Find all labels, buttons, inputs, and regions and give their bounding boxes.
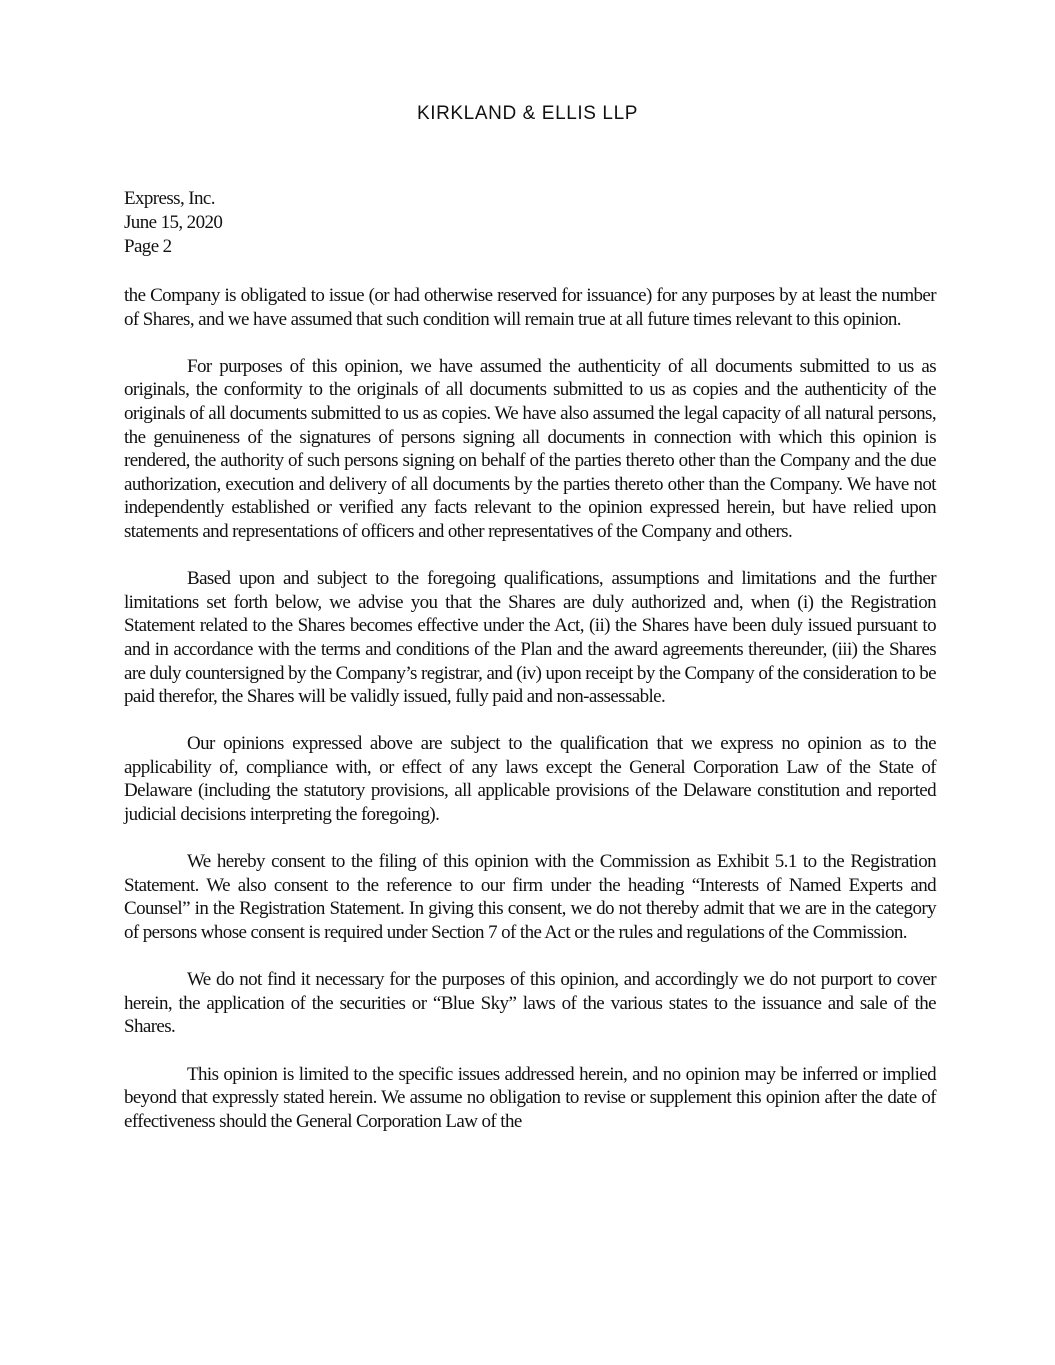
letter-date: June 15, 2020 <box>124 212 223 233</box>
letter-header <box>124 187 222 259</box>
paragraph-assumptions: For purposes of this opinion, we have assumed the authenticity of all documents submitted to us as originals, the conformity to the originals of all documents submitted to us as copies and the authenticity of the originals of all documents submitted to us as copies. We have also assumed the legal capacity of all natural persons, the genuineness of the signatures of persons signing all documents in connection with which this opinion is rendered, the authority of such persons signing on behalf of the parties thereto other than the Company and the due authorization, execution and delivery of all documents by the parties thereto other than the Company. We have not independently established or verified any facts relevant to the opinion expressed herein, but have relied upon statements and representations of officers and other representatives of the Company and others. <box>124 355 936 542</box>
paragraph-opinion: Based upon and subject to the foregoing qualifications, assumptions and limitations and the further limitations set forth below, we advise you that the Shares are duly authorized and, when (i) the Registration Statement related to the Shares becomes effective under the Act, (ii) the Shares have been duly issued pursuant to and in accordance with the terms and conditions of the Plan and the award agreements thereunder, (iii) the Shares are duly countersigned by the Company’s registrar, and (iv) upon receipt by the Company of the consideration to be paid therefor, the Shares will be validly issued, fully paid and non-assessable. <box>124 568 936 708</box>
paragraph-blue-sky: We do not find it necessary for the purposes of this opinion, and accordingly we do not purport to cover herein, the application of the securities or “Blue Sky” laws of the various states to the issuance and sale of the Shares. <box>124 969 936 1038</box>
paragraph-limitation: This opinion is limited to the specific issues addressed herein, and no opinion may be inferred or implied beyond that expressly stated herein. We assume no obligation to revise or supplement this opinion after the date of effectiveness should the General Corporation Law of the <box>124 1063 936 1132</box>
letter-body <box>124 284 936 1157</box>
page-number: Page 2 <box>124 236 172 257</box>
paragraph-qualification: Our opinions expressed above are subject to the qualification that we express no opinion as to the applicability of, compliance with, or effect of any laws except the General Corporation Law of the State of Delaware (including the statutory provisions, all applicable provisions of the Delaware constitution and reported judicial decisions interpreting the foregoing). <box>124 733 936 826</box>
firm-letterhead: KIRKLAND & ELLIS LLP <box>416 103 639 124</box>
addressee: Express, Inc. <box>124 188 215 209</box>
paragraph-consent: We hereby consent to the filing of this opinion with the Commission as Exhibit 5.1 to the Registration Statement. We also consent to the reference to our firm under the heading “Interests of Named Experts and Counsel” in the Registration Statement. In giving this consent, we do not thereby admit that we are in the category of persons whose consent is required under Section 7 of the Act or the rules and regulations of the Commission. <box>124 851 936 944</box>
paragraph-continuation: the Company is obligated to issue (or had otherwise reserved for issuance) for any purposes by at least the number of Shares, and we have assumed that such condition will remain true at all future times relevant to this opinion. <box>124 285 936 330</box>
